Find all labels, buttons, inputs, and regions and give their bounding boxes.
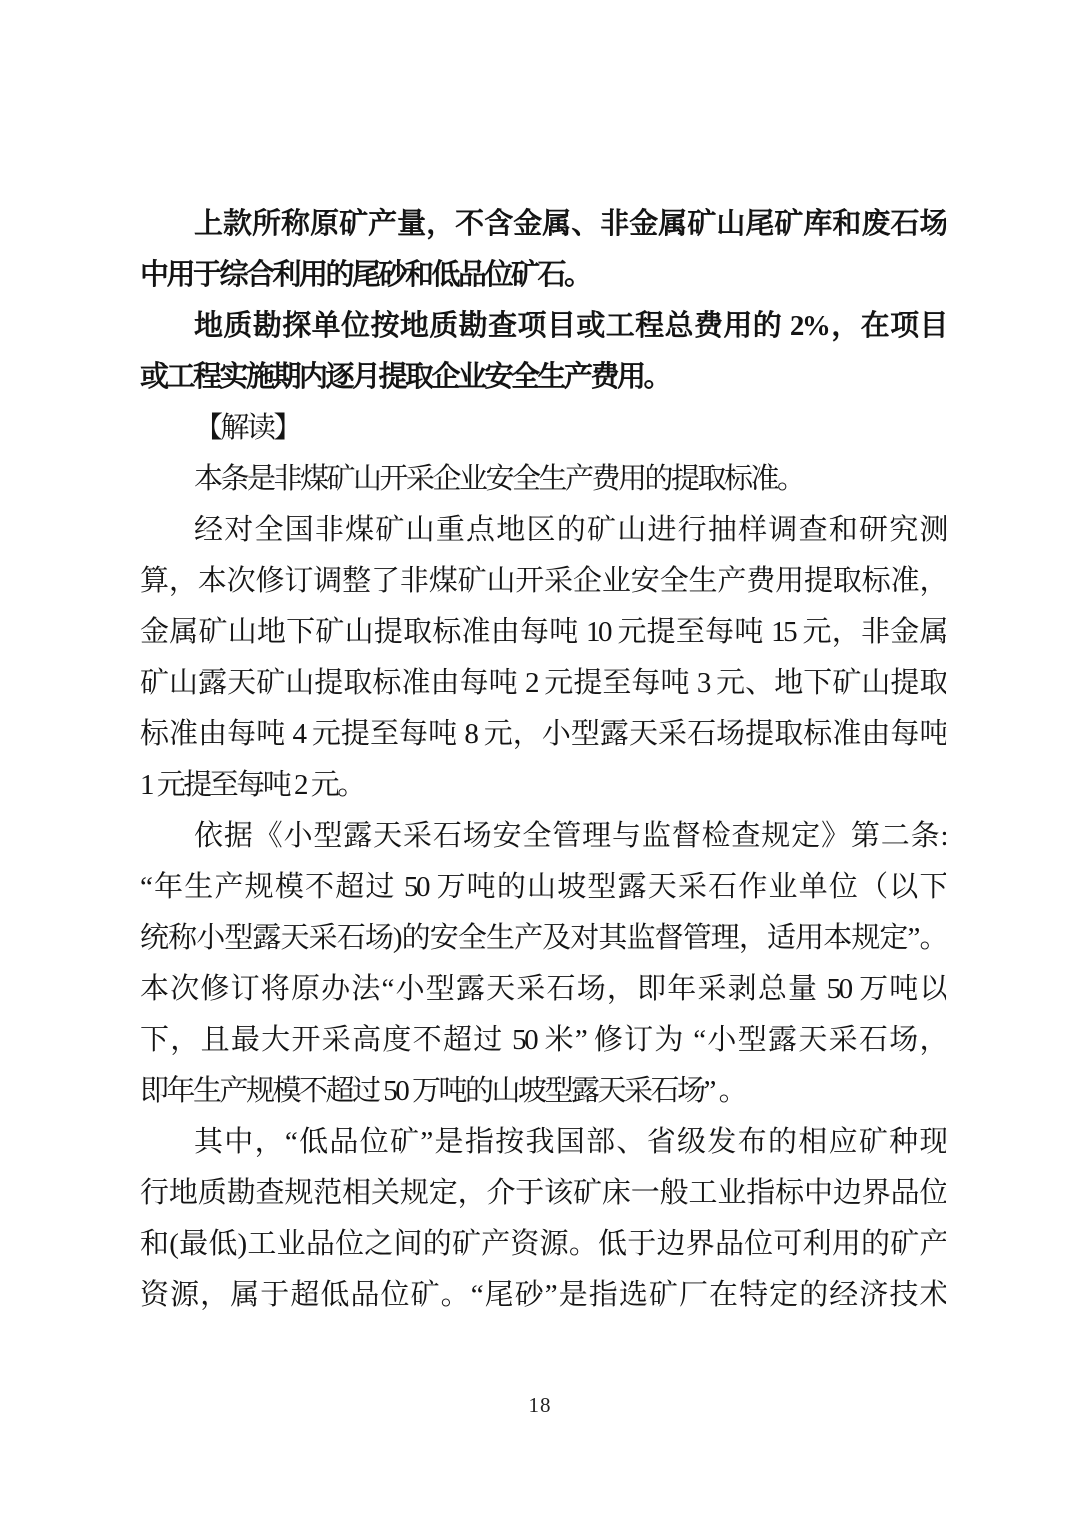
text-line: 或工程实施期内逐月提取企业安全生产费用。 (140, 361, 671, 393)
text-line: 即年生产规模不超过 50 万吨的山坡型露天采石场” 。 (140, 1075, 746, 1107)
text-line: 1 元提至每吨 2 元。 (140, 769, 364, 801)
text-line: 上款所称原矿产量，不含金属、非金属矿山尾矿库和废石场 (194, 208, 946, 240)
text-line: 【解读】 (194, 412, 301, 444)
text-line: 下，且最大开采高度不超过 50 米” 修订为 “小型露天采石场， (140, 1024, 946, 1056)
text-line: 其中，“低品位矿”是指按我国部、省级发布的相应矿种现 (194, 1126, 946, 1158)
body-paragraph (140, 505, 946, 811)
text-line: 经对全国非煤矿山重点地区的矿山进行抽样调查和研究测 (194, 514, 946, 546)
text-line: 资源，属于超低品位矿。“尾砂”是指选矿厂在特定的经济技术 (140, 1279, 946, 1311)
text-line: 本条是非煤矿山开采企业安全生产费用的提取标准。 (194, 463, 804, 495)
text-line: 本次修订将原办法“小型露天采石场，即年采剥总量 50 万吨以 (140, 973, 946, 1005)
body-paragraph (140, 454, 946, 505)
text-line: 统称小型露天采石场)的安全生产及对其监督管理，适用本规定”。 (140, 922, 946, 954)
text-line: 和(最低)工业品位之间的矿产资源。低于边界品位可利用的矿产 (140, 1228, 946, 1260)
body-paragraph (140, 1117, 946, 1321)
text-line: 矿山露天矿山提取标准由每吨 2 元提至每吨 3 元、地下矿山提取 (140, 667, 946, 699)
document-body (140, 199, 946, 1321)
text-line: 算，本次修订调整了非煤矿山开采企业安全生产费用提取标准， (140, 565, 946, 597)
page-number: 18 (528, 1393, 552, 1417)
clause-paragraph (140, 199, 946, 301)
text-line: 标准由每吨 4 元提至每吨 8 元，小型露天采石场提取标准由每吨 (140, 718, 946, 750)
text-line: 行地质勘查规范相关规定，介于该矿床一般工业指标中边界品位 (140, 1177, 946, 1209)
text-line: 地质勘探单位按地质勘查项目或工程总费用的 2%，在项目 (194, 310, 946, 342)
body-paragraph (140, 811, 946, 1117)
clause-paragraph (140, 301, 946, 403)
body-paragraph (140, 403, 946, 454)
text-line: 金属矿山地下矿山提取标准由每吨 10 元提至每吨 15 元，非金属 (140, 616, 946, 648)
text-line: “年生产规模不超过 50 万吨的山坡型露天采石作业单位（以下 (140, 871, 946, 903)
text-line: 中用于综合利用的尾砂和低品位矿石。 (140, 259, 591, 291)
text-line: 依据《小型露天采石场安全管理与监督检查规定》第二条: (194, 820, 946, 852)
